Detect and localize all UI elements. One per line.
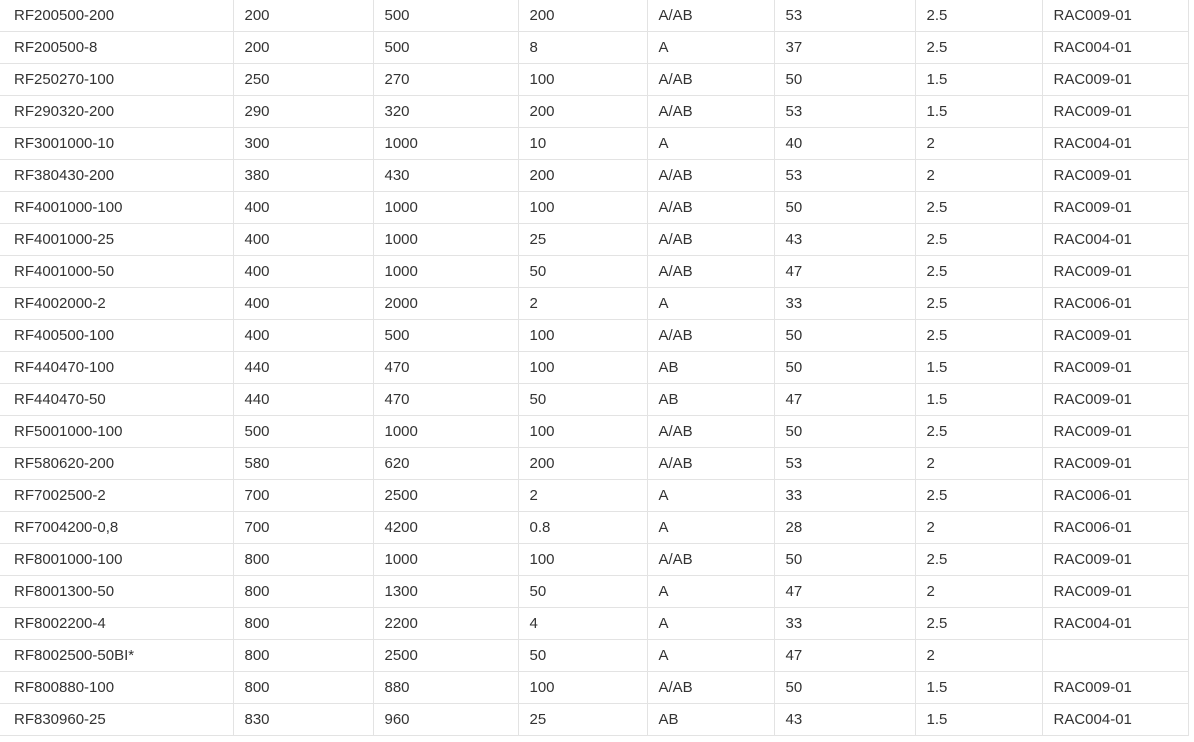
table-row: [0, 32, 1188, 64]
table-row: [0, 96, 1188, 128]
table-row: [0, 704, 1188, 736]
class-cell: A/AB: [647, 320, 774, 352]
freq-min-cell: 290: [233, 96, 373, 128]
freq-max-cell: 500: [373, 320, 518, 352]
table-row: [0, 192, 1188, 224]
class-cell: A/AB: [647, 0, 774, 32]
class-cell: A/AB: [647, 160, 774, 192]
class-cell: AB: [647, 352, 774, 384]
table-row: [0, 480, 1188, 512]
freq-min-cell: 800: [233, 576, 373, 608]
vswr-cell: 2.5: [915, 192, 1042, 224]
power-cell: 2: [518, 288, 647, 320]
accessory-cell: RAC009-01: [1042, 320, 1188, 352]
model-cell: RF290320-200: [0, 96, 233, 128]
freq-min-cell: 400: [233, 288, 373, 320]
power-cell: 200: [518, 160, 647, 192]
vswr-cell: 2.5: [915, 608, 1042, 640]
class-cell: A: [647, 608, 774, 640]
freq-min-cell: 700: [233, 480, 373, 512]
accessory-cell: RAC004-01: [1042, 704, 1188, 736]
power-cell: 50: [518, 576, 647, 608]
power-cell: 200: [518, 0, 647, 32]
table-row: [0, 320, 1188, 352]
accessory-cell: RAC006-01: [1042, 512, 1188, 544]
power-cell: 100: [518, 352, 647, 384]
model-cell: RF8001000-100: [0, 544, 233, 576]
dbm-cell: 47: [774, 256, 915, 288]
model-cell: RF200500-200: [0, 0, 233, 32]
model-cell: RF7002500-2: [0, 480, 233, 512]
dbm-cell: 28: [774, 512, 915, 544]
dbm-cell: 37: [774, 32, 915, 64]
model-cell: RF380430-200: [0, 160, 233, 192]
dbm-cell: 53: [774, 0, 915, 32]
table-row: [0, 224, 1188, 256]
class-cell: A: [647, 32, 774, 64]
vswr-cell: 2: [915, 128, 1042, 160]
vswr-cell: 2.5: [915, 224, 1042, 256]
freq-max-cell: 1300: [373, 576, 518, 608]
class-cell: AB: [647, 704, 774, 736]
model-cell: RF4001000-25: [0, 224, 233, 256]
dbm-cell: 50: [774, 320, 915, 352]
power-cell: 100: [518, 192, 647, 224]
power-cell: 100: [518, 320, 647, 352]
power-cell: 8: [518, 32, 647, 64]
class-cell: A/AB: [647, 672, 774, 704]
model-cell: RF4001000-100: [0, 192, 233, 224]
freq-min-cell: 400: [233, 320, 373, 352]
freq-max-cell: 2000: [373, 288, 518, 320]
power-cell: 4: [518, 608, 647, 640]
freq-max-cell: 1000: [373, 128, 518, 160]
accessory-cell: RAC009-01: [1042, 352, 1188, 384]
class-cell: A/AB: [647, 544, 774, 576]
model-cell: RF400500-100: [0, 320, 233, 352]
table-row: [0, 384, 1188, 416]
freq-min-cell: 500: [233, 416, 373, 448]
dbm-cell: 47: [774, 640, 915, 672]
accessory-cell: RAC009-01: [1042, 192, 1188, 224]
class-cell: AB: [647, 384, 774, 416]
freq-max-cell: 960: [373, 704, 518, 736]
accessory-cell: RAC004-01: [1042, 32, 1188, 64]
power-cell: 25: [518, 224, 647, 256]
freq-max-cell: 500: [373, 32, 518, 64]
dbm-cell: 50: [774, 192, 915, 224]
power-cell: 100: [518, 544, 647, 576]
vswr-cell: 1.5: [915, 352, 1042, 384]
vswr-cell: 2.5: [915, 480, 1042, 512]
freq-min-cell: 380: [233, 160, 373, 192]
freq-max-cell: 2200: [373, 608, 518, 640]
freq-max-cell: 1000: [373, 224, 518, 256]
freq-min-cell: 200: [233, 0, 373, 32]
class-cell: A: [647, 128, 774, 160]
class-cell: A/AB: [647, 192, 774, 224]
class-cell: A/AB: [647, 448, 774, 480]
model-cell: RF440470-50: [0, 384, 233, 416]
freq-max-cell: 1000: [373, 192, 518, 224]
vswr-cell: 2: [915, 576, 1042, 608]
class-cell: A: [647, 480, 774, 512]
accessory-cell: RAC004-01: [1042, 128, 1188, 160]
table-row: [0, 0, 1188, 32]
vswr-cell: 2.5: [915, 256, 1042, 288]
vswr-cell: 2.5: [915, 544, 1042, 576]
accessory-cell: RAC009-01: [1042, 448, 1188, 480]
table-row: [0, 288, 1188, 320]
dbm-cell: 50: [774, 672, 915, 704]
model-cell: RF580620-200: [0, 448, 233, 480]
model-cell: RF8002500-50BI*: [0, 640, 233, 672]
class-cell: A: [647, 512, 774, 544]
class-cell: A/AB: [647, 256, 774, 288]
dbm-cell: 50: [774, 64, 915, 96]
freq-max-cell: 320: [373, 96, 518, 128]
table-row: [0, 672, 1188, 704]
dbm-cell: 33: [774, 480, 915, 512]
freq-max-cell: 2500: [373, 480, 518, 512]
power-cell: 50: [518, 640, 647, 672]
table-row: [0, 576, 1188, 608]
dbm-cell: 50: [774, 416, 915, 448]
class-cell: A: [647, 640, 774, 672]
freq-min-cell: 800: [233, 672, 373, 704]
freq-max-cell: 270: [373, 64, 518, 96]
power-cell: 100: [518, 672, 647, 704]
power-cell: 200: [518, 448, 647, 480]
class-cell: A/AB: [647, 64, 774, 96]
accessory-cell: RAC009-01: [1042, 256, 1188, 288]
dbm-cell: 53: [774, 448, 915, 480]
model-cell: RF800880-100: [0, 672, 233, 704]
accessory-cell: RAC004-01: [1042, 224, 1188, 256]
accessory-cell: RAC009-01: [1042, 160, 1188, 192]
freq-min-cell: 250: [233, 64, 373, 96]
accessory-cell: RAC009-01: [1042, 384, 1188, 416]
table-row: [0, 64, 1188, 96]
freq-min-cell: 700: [233, 512, 373, 544]
freq-min-cell: 400: [233, 256, 373, 288]
freq-max-cell: 470: [373, 352, 518, 384]
dbm-cell: 50: [774, 352, 915, 384]
model-cell: RF250270-100: [0, 64, 233, 96]
freq-max-cell: 1000: [373, 256, 518, 288]
vswr-cell: 2: [915, 160, 1042, 192]
model-cell: RF440470-100: [0, 352, 233, 384]
vswr-cell: 2: [915, 448, 1042, 480]
freq-min-cell: 440: [233, 352, 373, 384]
accessory-cell: RAC009-01: [1042, 0, 1188, 32]
freq-max-cell: 4200: [373, 512, 518, 544]
freq-max-cell: 880: [373, 672, 518, 704]
freq-max-cell: 430: [373, 160, 518, 192]
model-cell: RF5001000-100: [0, 416, 233, 448]
power-cell: 50: [518, 256, 647, 288]
freq-min-cell: 400: [233, 224, 373, 256]
freq-max-cell: 2500: [373, 640, 518, 672]
dbm-cell: 53: [774, 96, 915, 128]
freq-max-cell: 1000: [373, 416, 518, 448]
vswr-cell: 2.5: [915, 320, 1042, 352]
freq-max-cell: 500: [373, 0, 518, 32]
freq-min-cell: 580: [233, 448, 373, 480]
power-cell: 2: [518, 480, 647, 512]
power-cell: 50: [518, 384, 647, 416]
class-cell: A/AB: [647, 96, 774, 128]
freq-min-cell: 830: [233, 704, 373, 736]
vswr-cell: 1.5: [915, 64, 1042, 96]
accessory-cell: RAC009-01: [1042, 544, 1188, 576]
class-cell: A: [647, 576, 774, 608]
table-row: [0, 416, 1188, 448]
freq-max-cell: 620: [373, 448, 518, 480]
power-cell: 0.8: [518, 512, 647, 544]
table-row: [0, 256, 1188, 288]
table-row: [0, 608, 1188, 640]
freq-min-cell: 800: [233, 640, 373, 672]
power-cell: 100: [518, 416, 647, 448]
vswr-cell: 2.5: [915, 416, 1042, 448]
freq-min-cell: 440: [233, 384, 373, 416]
table-row: [0, 640, 1188, 672]
accessory-cell: RAC009-01: [1042, 416, 1188, 448]
table-row: [0, 512, 1188, 544]
vswr-cell: 1.5: [915, 96, 1042, 128]
vswr-cell: 1.5: [915, 672, 1042, 704]
model-cell: RF7004200-0,8: [0, 512, 233, 544]
model-cell: RF830960-25: [0, 704, 233, 736]
power-cell: 100: [518, 64, 647, 96]
model-cell: RF4001000-50: [0, 256, 233, 288]
freq-min-cell: 800: [233, 544, 373, 576]
freq-min-cell: 800: [233, 608, 373, 640]
power-cell: 10: [518, 128, 647, 160]
dbm-cell: 43: [774, 224, 915, 256]
freq-max-cell: 1000: [373, 544, 518, 576]
table-row: [0, 352, 1188, 384]
accessory-cell: RAC006-01: [1042, 288, 1188, 320]
class-cell: A/AB: [647, 416, 774, 448]
freq-min-cell: 200: [233, 32, 373, 64]
dbm-cell: 33: [774, 288, 915, 320]
model-cell: RF3001000-10: [0, 128, 233, 160]
accessory-cell: RAC009-01: [1042, 64, 1188, 96]
accessory-cell: RAC006-01: [1042, 480, 1188, 512]
model-cell: RF8001300-50: [0, 576, 233, 608]
model-cell: RF4002000-2: [0, 288, 233, 320]
class-cell: A/AB: [647, 224, 774, 256]
accessory-cell: RAC004-01: [1042, 608, 1188, 640]
vswr-cell: 2.5: [915, 32, 1042, 64]
accessory-cell: RAC009-01: [1042, 96, 1188, 128]
accessory-cell: RAC009-01: [1042, 672, 1188, 704]
vswr-cell: 2: [915, 512, 1042, 544]
dbm-cell: 47: [774, 576, 915, 608]
freq-min-cell: 300: [233, 128, 373, 160]
dbm-cell: 50: [774, 544, 915, 576]
accessory-cell: RAC009-01: [1042, 576, 1188, 608]
vswr-cell: 2.5: [915, 0, 1042, 32]
class-cell: A: [647, 288, 774, 320]
dbm-cell: 47: [774, 384, 915, 416]
dbm-cell: 33: [774, 608, 915, 640]
table-row: [0, 128, 1188, 160]
table-row: [0, 160, 1188, 192]
vswr-cell: 2: [915, 640, 1042, 672]
vswr-cell: 1.5: [915, 384, 1042, 416]
power-cell: 200: [518, 96, 647, 128]
dbm-cell: 53: [774, 160, 915, 192]
freq-min-cell: 400: [233, 192, 373, 224]
power-cell: 25: [518, 704, 647, 736]
model-cell: RF8002200-4: [0, 608, 233, 640]
table-row: [0, 544, 1188, 576]
vswr-cell: 2.5: [915, 288, 1042, 320]
dbm-cell: 40: [774, 128, 915, 160]
dbm-cell: 43: [774, 704, 915, 736]
vswr-cell: 1.5: [915, 704, 1042, 736]
accessory-cell: [1042, 640, 1188, 672]
table-row: [0, 448, 1188, 480]
freq-max-cell: 470: [373, 384, 518, 416]
model-cell: RF200500-8: [0, 32, 233, 64]
